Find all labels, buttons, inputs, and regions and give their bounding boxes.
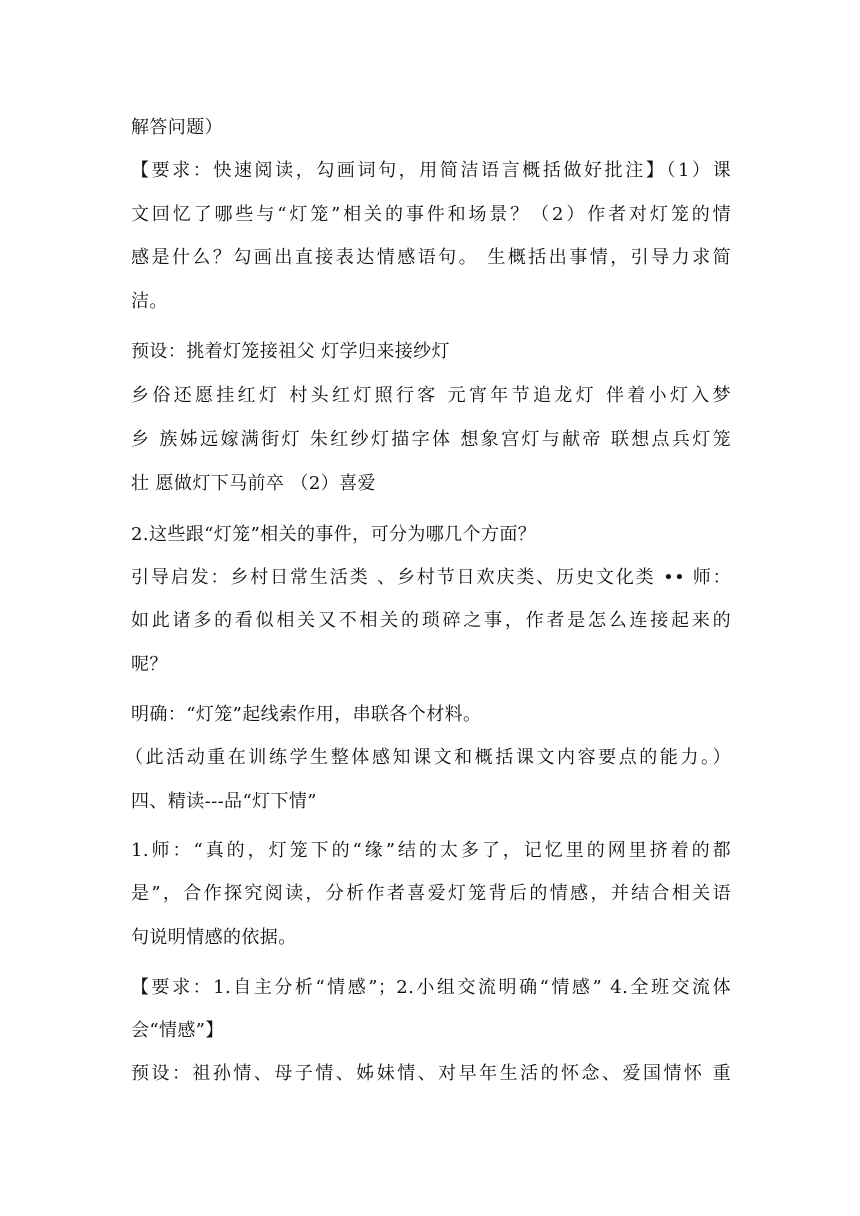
text-line: 乡 族姊远嫁满街灯 朱红纱灯描字体 想象宫灯与献帝 联想点兵灯笼: [131, 429, 731, 450]
text-line: 预设：挑着灯笼接祖父 灯学归来接纱灯: [131, 341, 450, 362]
text-line: 呢？: [131, 654, 168, 675]
text-line: 明确：“灯笼”起线索作用，串联各个材料。: [131, 704, 482, 725]
text-line: 会“情感”】: [131, 1020, 224, 1041]
text-line: 预设：祖孙情、母子情、姊妹情、对早年生活的怀念、爱国情怀 重: [131, 1063, 731, 1084]
text-line: 句说明情感的依据。: [131, 927, 297, 948]
text-line: 1.师：“真的，灯笼下的“缘”结的太多了，记忆里的网里挤着的都: [131, 840, 731, 861]
section-heading: 四、精读---品“灯下情”: [131, 791, 317, 812]
text-line: 乡俗还愿挂红灯 村头红灯照行客 元宵年节追龙灯 伴着小灯入梦: [131, 385, 731, 406]
text-line: （此活动重在训练学生整体感知课文和概括课文内容要点的能力。）: [125, 747, 731, 768]
text-line: 【要求：1.自主分析“情感”；2.小组交流明确“情感” 4.全班交流体: [131, 977, 731, 998]
text-line: 如此诸多的看似相关又不相关的琐碎之事，作者是怎么连接起来的: [131, 610, 731, 631]
text-line: 文回忆了哪些与“灯笼”相关的事件和场景？（2）作者对灯笼的情: [131, 204, 731, 225]
text-line: 是”，合作探究阅读，分析作者喜爱灯笼背后的情感，并结合相关语: [131, 883, 731, 904]
text-line: 洁。: [131, 291, 168, 312]
text-line: 壮 愿做灯下马前卒 （2）喜爱: [131, 473, 376, 494]
text-line: 2.这些跟“灯笼”相关的事件，可分为哪几个方面？: [131, 524, 537, 545]
text-line: 引导启发：乡村日常生活类 、乡村节日欢庆类、历史文化类 •• 师：: [131, 567, 731, 588]
text-line: 解答问题）: [131, 117, 223, 138]
text-line: 感是什么？勾画出直接表达情感语句。 生概括出事情，引导力求简: [131, 247, 731, 268]
text-line: 【要求：快速阅读，勾画词句，用简洁语言概括做好批注】（1）课: [131, 160, 731, 181]
